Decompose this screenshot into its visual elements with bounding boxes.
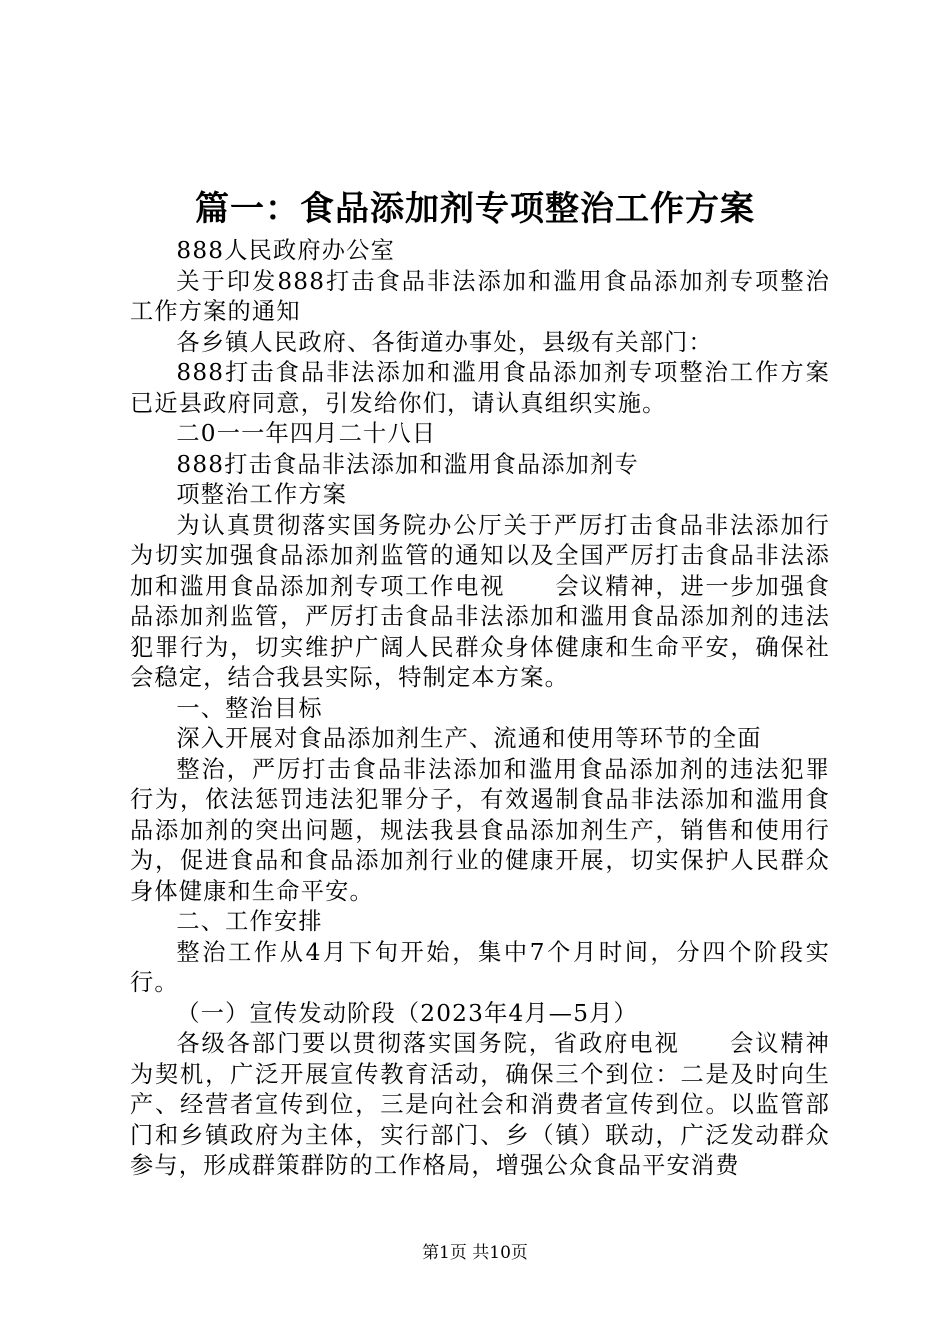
paragraph-issuer: 888人民政府办公室 — [176, 237, 395, 264]
paragraph-recipients: 各乡镇人民政府、各街道办事处，县级有关部门： — [176, 328, 713, 356]
subsection-heading-publicity: （一）宣传发动阶段（2023年4月—5月） — [176, 999, 638, 1027]
paragraph-notice-body: 888打击食品非法添加和滥用食品添加剂专项整治工作方案已近县政府同意，引发给你们，请认真组织实施。 — [130, 359, 830, 417]
paragraph-date: 二0一一年四月二十八日 — [176, 420, 437, 447]
page-number: 第1页 共10页 — [422, 1243, 528, 1263]
paragraph-notice-title: 关于印发888打击食品非法添加和滥用食品添加剂专项整治工作方案的通知 — [130, 267, 830, 325]
paragraph-plan-title-2: 项整治工作方案 — [176, 481, 348, 508]
document-title: 篇一：食品添加剂专项整治工作方案 — [195, 189, 755, 229]
section-heading-arrangement: 二、工作安排 — [176, 908, 323, 935]
paragraph-goals-2: 整治，严厉打击食品非法添加和滥用食品添加剂的违法犯罪行为，依法惩罚违法犯罪分子，有效遏制食品非法添加和滥用食品添加剂的突出问题，规法我县食品添加剂生产，销售和使用行为，促进食品和食品添加剂行业的健康开展，切实保护人民群众身体健康和生命平安。 — [130, 755, 830, 905]
paragraph-plan-title-1: 888打击食品非法添加和滥用食品添加剂专 — [176, 450, 639, 478]
paragraph-goals-1: 深入开展对食品添加剂生产、流通和使用等环节的全面 — [176, 725, 762, 752]
section-heading-goals: 一、整治目标 — [176, 694, 323, 722]
paragraph-intro: 为认真贯彻落实国务院办公厅关于严厉打击食品非法添加行为切实加强食品添加剂监管的通知以及全国严厉打击食品非法添加和滥用食品添加剂专项工作电视 会议精神，进一步加强食品添加剂监管，严厉打击食品非法添加和滥用食品添加剂的违法犯罪行为，切实维护广阔人民群众身体健康和生命平安，确保社会稳定，结合我县实际，特制定本方案。 — [130, 511, 830, 691]
paragraph-publicity: 各级各部门要以贯彻落实国务院，省政府电视 会议精神为契机，广泛开展宣传教育活动，确保三个到位：二是及时向生产、经营者宣传到位，三是向社会和消费者宣传到位。以监管部门和乡镇政府为主体，实行部门、乡（镇）联动，广泛发动群众参与，形成群策群防的工作格局，增强公众食品平安消费 — [130, 1030, 830, 1179]
paragraph-arrangement: 整治工作从4月下旬开始，集中7个月时间，分四个阶段实行。 — [130, 938, 830, 996]
document-body — [130, 236, 830, 1182]
